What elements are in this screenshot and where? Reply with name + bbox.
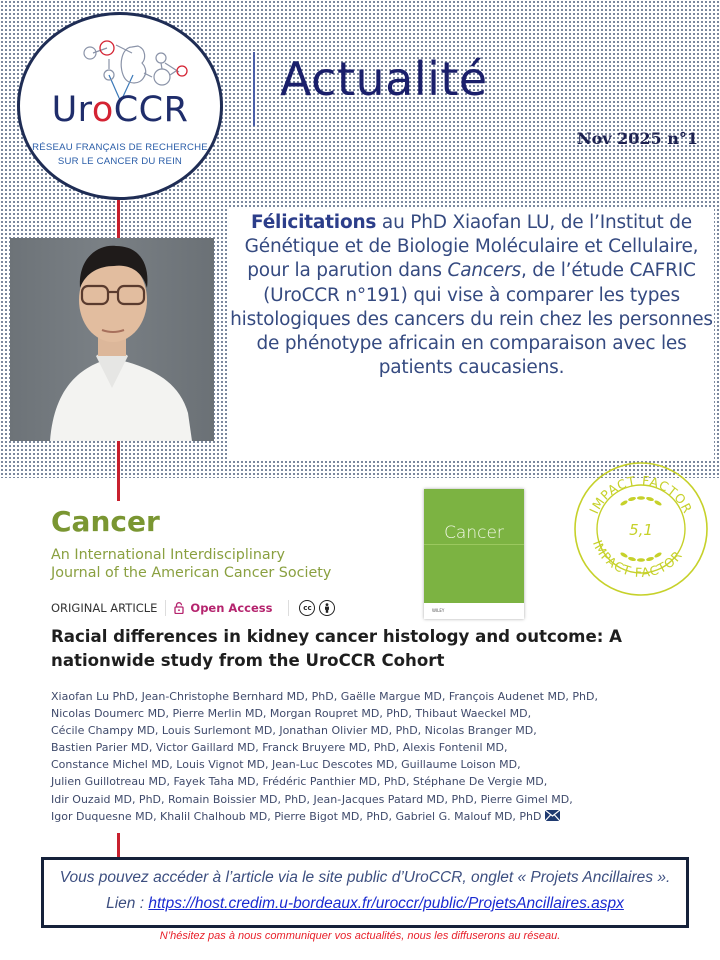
article-meta-row bbox=[51, 600, 335, 616]
svg-text:5,1: 5,1 bbox=[629, 521, 653, 539]
author-line: Xiaofan Lu PhD, Jean-Christophe Bernhard MD, PhD, Gaëlle Margue MD, François Audenet MD, PhD, bbox=[51, 690, 598, 703]
access-info-box bbox=[41, 857, 689, 928]
connector-line bbox=[117, 833, 120, 857]
congratulations-text bbox=[229, 207, 714, 460]
footer-note: N’hésitez pas à nous communiquer vos actualités, nous les diffuserons au réseau. bbox=[159, 930, 561, 942]
author-line-last bbox=[51, 808, 671, 825]
congrats-lead: Félicitations bbox=[251, 212, 377, 233]
journal-subtitle-line2: Journal of the American Cancer Society bbox=[51, 565, 332, 581]
link-label: Lien : bbox=[106, 895, 149, 912]
author-list bbox=[51, 688, 671, 825]
logo-wordmark: UroCCR bbox=[51, 90, 189, 130]
cc-icon: cc bbox=[299, 600, 315, 616]
author-line: Bastien Parier MD, Victor Gaillard MD, Franck Bruyere MD, PhD, Alexis Fontenil MD, bbox=[51, 741, 508, 755]
author-line-text: Igor Duquesne MD, Khalil Chalhoub MD, Pierre Bigot MD, PhD, Gabriel G. Malouf MD, PhD bbox=[51, 809, 542, 823]
journal-subtitle-line1: An International Interdisciplinary bbox=[51, 547, 285, 563]
projets-ancillaires-link[interactable]: https://host.credim.u-bordeaux.fr/uroccr/public/ProjetsAncillaires.aspx bbox=[148, 895, 624, 912]
logo-subtitle-line1: RÉSEAU FRANÇAIS DE RECHERCHE bbox=[32, 142, 208, 153]
svg-text:IMPACT FACTOR: IMPACT FACTOR bbox=[589, 537, 686, 581]
author-line: Constance Michel MD, Louis Vignot MD, Jean-Luc Descotes MD, Guillaume Loison MD, bbox=[51, 758, 521, 772]
journal-cover bbox=[424, 489, 524, 619]
cover-footer bbox=[424, 603, 524, 619]
mail-icon[interactable] bbox=[545, 810, 560, 821]
cover-title: Cancer bbox=[444, 523, 504, 543]
cover-publisher: WILEY bbox=[432, 608, 445, 613]
divider bbox=[165, 600, 166, 616]
attribution-icon bbox=[319, 600, 335, 616]
journal-name: Cancer bbox=[51, 505, 160, 538]
author-line: Nicolas Doumerc MD, Pierre Merlin MD, Morgan Roupret MD, PhD, Thibaut Waeckel MD, bbox=[51, 707, 532, 721]
cover-rule bbox=[424, 544, 524, 545]
page-title: Actualité bbox=[280, 52, 488, 106]
access-link-row bbox=[44, 895, 686, 913]
svg-text:IMPACT FACTOR: IMPACT FACTOR bbox=[586, 472, 696, 517]
logo-subtitle-line2: SUR LE CANCER DU REIN bbox=[57, 156, 183, 167]
divider bbox=[288, 600, 289, 616]
impact-factor-stamp-icon bbox=[572, 460, 710, 598]
issue-label: Nov 2025 n°1 bbox=[576, 129, 698, 148]
open-access-label: Open Access bbox=[190, 601, 273, 615]
journal-name-italic: Cancers bbox=[447, 260, 521, 282]
article-type: ORIGINAL ARTICLE bbox=[51, 601, 158, 615]
license-icons bbox=[299, 600, 335, 616]
open-access-badge[interactable] bbox=[174, 601, 272, 615]
congrats-text-part2: , de l’étude CAFRIC (UroCCR n°191) qui vise à comparer les types histologiques des cancers du rein chez les personnes de phénotype africain en comparaison avec les patients caucasiens. bbox=[230, 260, 713, 379]
researcher-photo bbox=[10, 238, 214, 441]
congrats-text-part1: au PhD Xiaofan LU, de l’Institut de Génétique et de Biologie Moléculaire et Cellulaire, pour la parution dans bbox=[244, 212, 699, 282]
uroccr-logo bbox=[17, 12, 223, 200]
connector-line bbox=[117, 441, 120, 501]
article-title: Racial differences in kidney cancer histology and outcome: A nationwide study from the UroCCR Cohort bbox=[51, 627, 622, 670]
lock-open-icon bbox=[174, 602, 184, 614]
title-divider bbox=[253, 52, 255, 126]
connector-line bbox=[117, 200, 120, 238]
author-line: Cécile Champy MD, Louis Surlemont MD, Jonathan Olivier MD, PhD, Nicolas Branger MD, bbox=[51, 724, 537, 738]
author-line: Idir Ouzaid MD, PhD, Romain Boissier MD, PhD, Jean-Jacques Patard MD, PhD, Pierre Gimel MD, bbox=[51, 792, 573, 806]
access-info-text: Vous pouvez accéder à l’article via le site public d’UroCCR, onglet « Projets Ancillaires ». bbox=[59, 869, 671, 886]
author-line: Julien Guillotreau MD, Fayek Taha MD, Frédéric Panthier MD, PhD, Stéphane De Vergie MD, bbox=[51, 775, 548, 789]
